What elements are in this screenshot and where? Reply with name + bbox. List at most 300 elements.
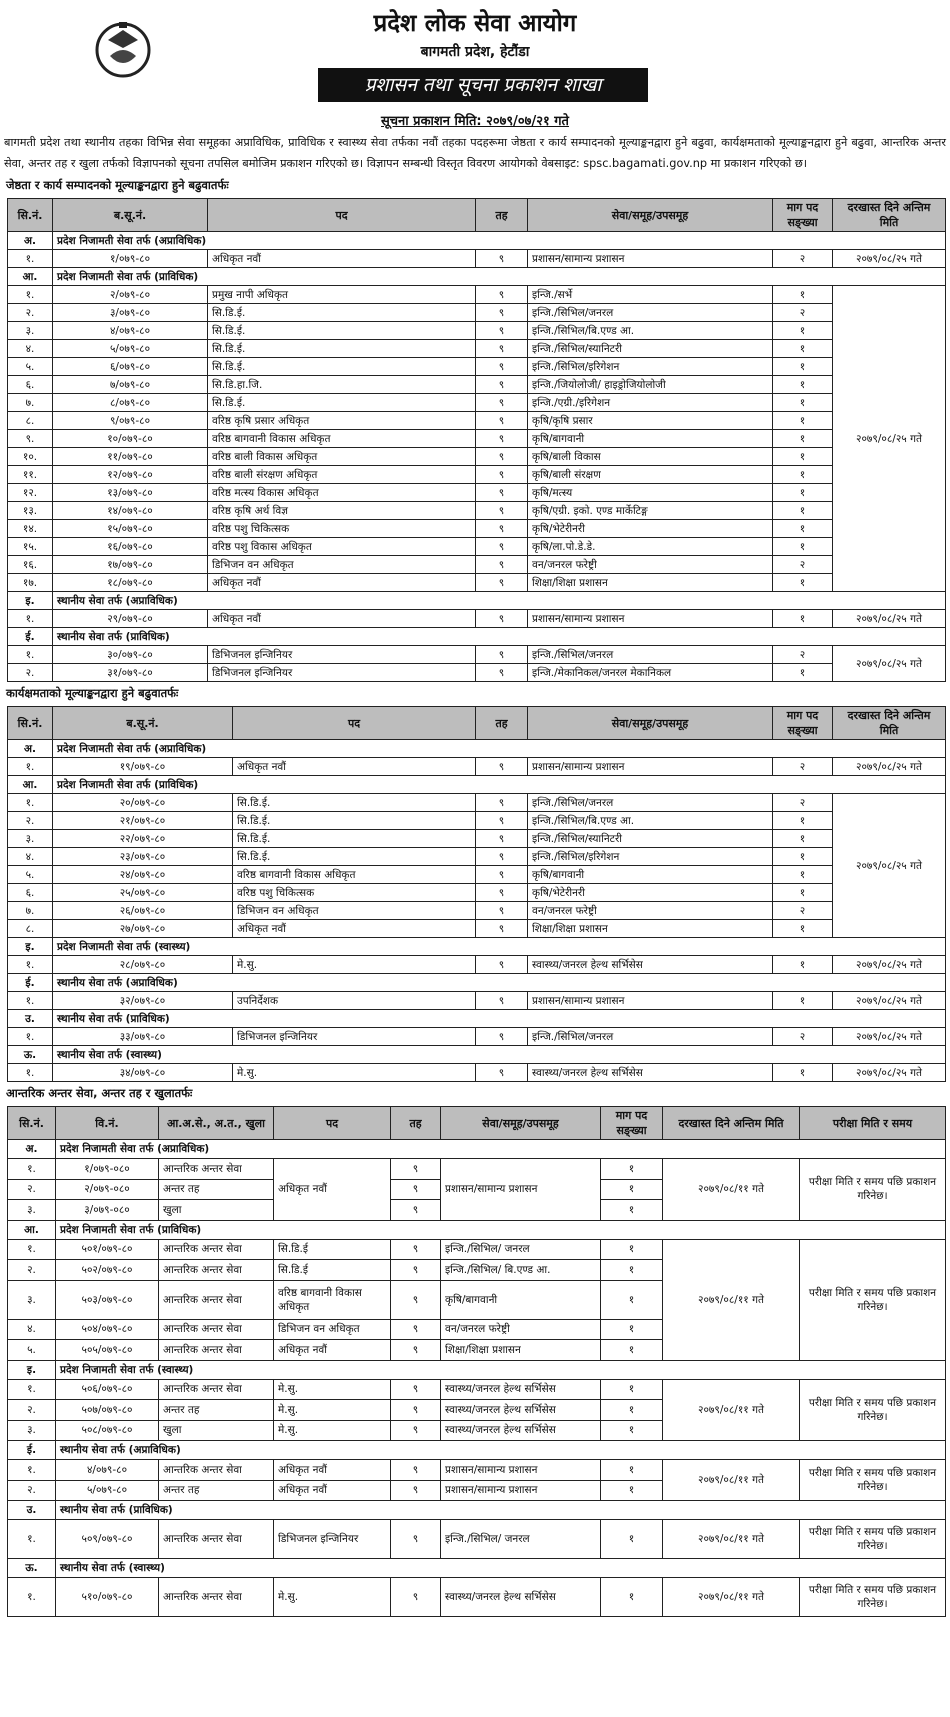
section-code: अ. <box>8 232 53 250</box>
cell: सि.डि.ई. <box>208 304 476 322</box>
cell: १४/०७९-८० <box>53 502 208 520</box>
section-code: अ. <box>8 1140 56 1159</box>
table-row <box>8 466 946 484</box>
cell: सि.डि.हा.जि. <box>208 376 476 394</box>
cell: ९ <box>476 340 528 358</box>
cell: ५. <box>8 358 53 376</box>
cell: कृषि/मत्स्य <box>528 484 773 502</box>
section-code: उ. <box>8 1010 53 1028</box>
cell: शिक्षा/शिक्षा प्रशासन <box>528 574 773 592</box>
cell: वरिष्ठ पशु चिकित्सक <box>233 884 476 902</box>
deadline-cell: २०७९/०८/११ गते <box>663 1159 800 1221</box>
table-row <box>8 956 946 974</box>
section-code: आ. <box>8 1220 56 1239</box>
cell: प्रशासन/सामान्य प्रशासन <box>528 610 773 628</box>
cell: २ <box>773 1028 833 1046</box>
cell: ३. <box>8 322 53 340</box>
section-title: स्थानीय सेवा तर्फ (अप्राविधिक) <box>53 974 946 992</box>
table-row <box>8 1460 946 1481</box>
cell: प्रशासन/सामान्य प्रशासन <box>528 992 773 1010</box>
cell: आन्तरिक अन्तर सेवा <box>159 1319 274 1340</box>
cell: ९ <box>476 884 528 902</box>
cell: वरिष्ठ बागवानी विकास अधिकृत <box>208 430 476 448</box>
cell: कृषि/भेटेरीनरी <box>528 884 773 902</box>
cell: ९ <box>476 538 528 556</box>
cell: सि.डि.ई. <box>208 358 476 376</box>
cell: खुला <box>159 1420 274 1441</box>
cell: २ <box>773 758 833 776</box>
section-title: प्रदेश निजामती सेवा तर्फ (स्वास्थ्य) <box>53 938 946 956</box>
cell: ३. <box>8 1420 56 1441</box>
table-row <box>8 340 946 358</box>
table-row <box>8 430 946 448</box>
cell: १. <box>8 610 53 628</box>
cell: अधिकृत नवौं <box>208 610 476 628</box>
cell: २०/०७९-८० <box>53 794 233 812</box>
cell: खुला <box>159 1200 274 1221</box>
cell: १ <box>773 520 833 538</box>
cell: १५/०७९-८० <box>53 520 208 538</box>
cell: ९ <box>391 1319 441 1340</box>
section-title: स्थानीय सेवा तर्फ (अप्राविधिक) <box>56 1441 946 1460</box>
cell: १. <box>8 1159 56 1180</box>
cell: ९ <box>391 1179 441 1200</box>
cell: ९ <box>391 1260 441 1281</box>
table-row <box>8 902 946 920</box>
cell: १. <box>8 1064 53 1082</box>
cell: आन्तरिक अन्तर सेवा <box>159 1379 274 1400</box>
table-row <box>8 1028 946 1046</box>
table-row <box>8 812 946 830</box>
column-header: सि.नं. <box>8 199 53 232</box>
cell: २. <box>8 664 53 682</box>
cell: २७/०७९-८० <box>53 920 233 938</box>
cell: १ <box>601 1379 663 1400</box>
cell: १. <box>8 1578 56 1617</box>
cell: वरिष्ठ बागवानी विकास अधिकृत <box>274 1280 391 1319</box>
cell: वन/जनरल फरेष्ट्री <box>441 1319 601 1340</box>
cell: १ <box>773 448 833 466</box>
cell: १/०७९-०८० <box>56 1159 159 1180</box>
table-row <box>8 1064 946 1082</box>
cell: ९ <box>476 848 528 866</box>
cell: डिभिजन वन अधिकृत <box>233 902 476 920</box>
cell: इन्जि./सिभिल/ जनरल <box>441 1239 601 1260</box>
table-row <box>8 250 946 268</box>
table-row <box>8 484 946 502</box>
efficiency-promotion-table <box>7 706 946 1082</box>
cell: १ <box>773 920 833 938</box>
cell: आन्तरिक अन्तर सेवा <box>159 1159 274 1180</box>
cell: ३. <box>8 1280 56 1319</box>
cell: ९ <box>476 866 528 884</box>
deadline-cell: २०७९/०८/११ गते <box>663 1239 800 1360</box>
cell: २८/०७९-८० <box>53 956 233 974</box>
cell: आन्तरिक अन्तर सेवा <box>159 1578 274 1617</box>
column-header: पद <box>233 707 476 740</box>
section-code: आ. <box>8 776 53 794</box>
table-row <box>8 646 946 664</box>
cell: इन्जि./सिभिल/जनरल <box>528 1028 773 1046</box>
cell: मे.सु. <box>274 1379 391 1400</box>
table-row <box>8 538 946 556</box>
cell: ६/०७९-८० <box>53 358 208 376</box>
cell: कृषि/बागवानी <box>441 1280 601 1319</box>
cell: १ <box>773 538 833 556</box>
cell: ३१/०७९-८० <box>53 664 208 682</box>
cell: १९/०७९-८० <box>53 758 233 776</box>
cell: स्वास्थ्य/जनरल हेल्थ सर्भिसेस <box>528 956 773 974</box>
table-section-2 <box>0 682 950 1082</box>
cell: ४. <box>8 1319 56 1340</box>
cell: इन्जि./सिभिल/बि.एण्ड आ. <box>528 322 773 340</box>
cell: इन्जि./सिभिल/स्यानिटरी <box>528 340 773 358</box>
cell: ५०७/०७९-८० <box>56 1400 159 1421</box>
exam-date-cell: परीक्षा मिति र समय पछि प्रकाशन गरिनेछ। <box>800 1578 946 1617</box>
cell: प्रशासन/सामान्य प्रशासन <box>441 1460 601 1481</box>
cell: इन्जि./सिभिल/जनरल <box>528 794 773 812</box>
cell: अधिकृत नवौं <box>208 250 476 268</box>
section-title: स्थानीय सेवा तर्फ (प्राविधिक) <box>53 628 946 646</box>
table-row <box>8 376 946 394</box>
cell: स्वास्थ्य/जनरल हेल्थ सर्भिसेस <box>441 1400 601 1421</box>
cell: १ <box>601 1400 663 1421</box>
cell: मे.सु. <box>233 956 476 974</box>
section-code: ई. <box>8 1441 56 1460</box>
cell: ९ <box>476 520 528 538</box>
cell: १ <box>601 1239 663 1260</box>
letterhead <box>0 0 950 112</box>
cell: वन/जनरल फरेष्ट्री <box>528 556 773 574</box>
cell: अन्तर तह <box>159 1400 274 1421</box>
cell: सि.डि.ई <box>274 1260 391 1281</box>
cell: २. <box>8 304 53 322</box>
section-code: इ. <box>8 938 53 956</box>
table-row <box>8 412 946 430</box>
section-title: प्रदेश निजामती सेवा तर्फ (प्राविधिक) <box>53 268 946 286</box>
table-row <box>8 794 946 812</box>
table-row <box>8 1159 946 1180</box>
cell: १७/०७९-८० <box>53 556 208 574</box>
cell: १ <box>773 866 833 884</box>
cell: ८. <box>8 920 53 938</box>
cell: ३०/०७९-८० <box>53 646 208 664</box>
exam-date-cell: परीक्षा मिति र समय पछि प्रकाशन गरिनेछ। <box>800 1239 946 1360</box>
cell: ९ <box>476 502 528 520</box>
table-row <box>8 610 946 628</box>
cell: ९ <box>476 920 528 938</box>
cell: २ <box>773 902 833 920</box>
cell: अधिकृत नवौं <box>274 1340 391 1361</box>
cell: २ <box>773 794 833 812</box>
section-code: आ. <box>8 268 53 286</box>
table-caption: आन्तरिक अन्तर सेवा, अन्तर तह र खुलातर्फः <box>6 1086 193 1100</box>
intro-paragraph: बागमती प्रदेश तथा स्थानीय तहका विभिन्न सेवा समूहका अप्राविधिक, प्राविधिक र स्वास्थ्य सेवा तर्फका नवौं तहका पदहरूमा जेष्ठता र कार्य सम्पादनको मूल्याङ्कनद्वारा हुने बढुवा, कार्यक्षमताको मूल्याङ्कनद्वारा हुने बढुवा, आन्तरिक अन्तर सेवा, अन्तर तह र खुला तर्फको विज्ञापनको सूचना तपसिल बमोजिम प्रकाशन गरिएको छ। विज्ञापन सम्बन्धी विस्तृत विवरण आयोगको वेबसाइट: spsc.bagamati.gov.np मा प्रकाशन गरिएको छ। <box>4 136 946 170</box>
cell: ९ <box>476 376 528 394</box>
cell: ९ <box>391 1379 441 1400</box>
cell: इन्जि./सिभिल/ बि.एण्ड आ. <box>441 1260 601 1281</box>
cell: ४. <box>8 848 53 866</box>
seniority-promotion-table <box>7 198 946 682</box>
cell: १ <box>601 1280 663 1319</box>
cell: १. <box>8 1460 56 1481</box>
cell: २/०७९-०८० <box>56 1179 159 1200</box>
cell: ९ <box>391 1200 441 1221</box>
cell: ९ <box>391 1578 441 1617</box>
cell: ९ <box>476 1064 528 1082</box>
cell: ९ <box>476 610 528 628</box>
deadline-cell: २०७९/०८/११ गते <box>663 1460 800 1501</box>
table-row <box>8 322 946 340</box>
cell: ९ <box>391 1159 441 1180</box>
cell: ९ <box>391 1520 441 1559</box>
cell: १ <box>773 574 833 592</box>
cell: ९ <box>391 1239 441 1260</box>
column-header: तह <box>476 199 528 232</box>
cell: ६. <box>8 376 53 394</box>
cell: इन्जि./सिभिल/इरिगेशन <box>528 848 773 866</box>
cell: ९ <box>476 394 528 412</box>
cell: २९/०७९-८० <box>53 610 208 628</box>
column-header: पद <box>274 1107 391 1140</box>
cell: प्रमुख नापी अधिकृत <box>208 286 476 304</box>
column-header: आ.अ.से., अ.त., खुला <box>159 1107 274 1140</box>
cell: ४/०७९-८० <box>53 322 208 340</box>
cell: १ <box>773 664 833 682</box>
cell: १ <box>601 1578 663 1617</box>
cell: मे.सु. <box>274 1578 391 1617</box>
cell: आन्तरिक अन्तर सेवा <box>159 1520 274 1559</box>
column-header: सेवा/समूह/उपसमूह <box>528 707 773 740</box>
cell: २ <box>773 646 833 664</box>
table-row <box>8 1239 946 1260</box>
cell: ९ <box>476 250 528 268</box>
table-caption: जेष्ठता र कार्य सम्पादनको मूल्याङ्कनद्वारा हुने बढुवातर्फः <box>6 178 229 192</box>
section-row <box>8 938 946 956</box>
column-header: माग पद सङ्ख्या <box>773 707 833 740</box>
cell: १. <box>8 646 53 664</box>
cell: १. <box>8 794 53 812</box>
section-row <box>8 268 946 286</box>
table-row <box>8 848 946 866</box>
cell: १. <box>8 250 53 268</box>
table-row <box>8 830 946 848</box>
cell: १. <box>8 1239 56 1260</box>
cell: इन्जि./जियोलोजी/ हाइड्रोजियोलोजी <box>528 376 773 394</box>
cell: सि.डि.ई. <box>233 812 476 830</box>
cell: १ <box>773 394 833 412</box>
cell: ३. <box>8 830 53 848</box>
table-row <box>8 502 946 520</box>
cell: १ <box>773 322 833 340</box>
cell: वरिष्ठ मत्स्य विकास अधिकृत <box>208 484 476 502</box>
cell: आन्तरिक अन्तर सेवा <box>159 1280 274 1319</box>
cell: १४. <box>8 520 53 538</box>
cell: ९ <box>476 830 528 848</box>
cell: इन्जि./एग्री./इरिगेशन <box>528 394 773 412</box>
cell: मे.सु. <box>274 1420 391 1441</box>
cell: कृषि/एग्री. इको. एण्ड मार्केटिङ्ग <box>528 502 773 520</box>
cell: स्वास्थ्य/जनरल हेल्थ सर्भिसेस <box>528 1064 773 1082</box>
cell: वरिष्ठ बाली संरक्षण अधिकृत <box>208 466 476 484</box>
section-code: ऊ. <box>8 1046 53 1064</box>
section-title: प्रदेश निजामती सेवा तर्फ (स्वास्थ्य) <box>56 1360 946 1379</box>
cell: १ <box>601 1520 663 1559</box>
cell: २. <box>8 812 53 830</box>
cell: ९ <box>476 322 528 340</box>
section-title: प्रदेश निजामती सेवा तर्फ (प्राविधिक) <box>53 776 946 794</box>
cell: डिभिजन वन अधिकृत <box>274 1319 391 1340</box>
cell: अन्तर तह <box>159 1480 274 1501</box>
cell: डिभिजनल इन्जिनियर <box>208 664 476 682</box>
cell: कृषि/भेटेरीनरी <box>528 520 773 538</box>
table-row <box>8 556 946 574</box>
publication-date: सूचना प्रकाशन मिति: २०७९/०७/२१ गते <box>381 114 569 129</box>
cell: ११. <box>8 466 53 484</box>
column-header: दरखास्त दिने अन्तिम मिति <box>833 199 946 232</box>
cell: मे.सु. <box>233 1064 476 1082</box>
cell: १ <box>773 884 833 902</box>
exam-date-cell: परीक्षा मिति र समय पछि प्रकाशन गरिनेछ। <box>800 1379 946 1441</box>
cell: ९ <box>391 1480 441 1501</box>
column-header: तह <box>391 1107 441 1140</box>
cell: अधिकृत नवौं <box>274 1159 391 1221</box>
column-header: सि.नं. <box>8 1107 56 1140</box>
cell: १ <box>601 1319 663 1340</box>
section-row <box>8 974 946 992</box>
cell: २३/०७९-८० <box>53 848 233 866</box>
cell: वरिष्ठ कृषि प्रसार अधिकृत <box>208 412 476 430</box>
cell: ९ <box>476 358 528 376</box>
cell: १२. <box>8 484 53 502</box>
cell: ९ <box>476 574 528 592</box>
cell: ११/०७९-८० <box>53 448 208 466</box>
cell: मे.सु. <box>274 1400 391 1421</box>
column-header: सेवा/समूह/उपसमूह <box>441 1107 601 1140</box>
deadline-cell: २०७९/०८/२५ गते <box>833 794 946 938</box>
cell: ७/०७९-८० <box>53 376 208 394</box>
table-row <box>8 574 946 592</box>
column-header: तह <box>476 707 528 740</box>
cell: ९ <box>391 1400 441 1421</box>
cell: शिक्षा/शिक्षा प्रशासन <box>528 920 773 938</box>
cell: सि.डि.ई. <box>208 340 476 358</box>
cell: १ <box>773 412 833 430</box>
cell: १ <box>773 610 833 628</box>
section-row <box>8 1010 946 1028</box>
cell: ९ <box>476 430 528 448</box>
cell: २ <box>773 304 833 322</box>
cell: ३/०७९-८० <box>53 304 208 322</box>
deadline-cell: २०७९/०८/२५ गते <box>833 286 946 592</box>
cell: ९ <box>476 556 528 574</box>
cell: १ <box>773 812 833 830</box>
section-row <box>8 1441 946 1460</box>
column-header: सि.नं. <box>8 707 53 740</box>
cell: शिक्षा/शिक्षा प्रशासन <box>441 1340 601 1361</box>
cell: १६/०७९-८० <box>53 538 208 556</box>
cell: ८. <box>8 412 53 430</box>
column-header: पद <box>208 199 476 232</box>
cell: स्वास्थ्य/जनरल हेल्थ सर्भिसेस <box>441 1379 601 1400</box>
table-row <box>8 1578 946 1617</box>
branch-banner: प्रशासन तथा सूचना प्रकाशन शाखा <box>318 68 648 102</box>
header-row <box>8 199 946 232</box>
cell: कृषि/बाली संरक्षण <box>528 466 773 484</box>
table-row <box>8 920 946 938</box>
table-section-3 <box>0 1082 950 1617</box>
deadline-cell: २०७९/०८/२५ गते <box>833 610 946 628</box>
cell: कृषि/बागवानी <box>528 430 773 448</box>
cell: २. <box>8 1400 56 1421</box>
cell: १ <box>601 1179 663 1200</box>
cell: ९ <box>476 646 528 664</box>
cell: वरिष्ठ बाली विकास अधिकृत <box>208 448 476 466</box>
deadline-cell: २०७९/०८/२५ गते <box>833 992 946 1010</box>
cell: ४. <box>8 340 53 358</box>
cell: १ <box>773 484 833 502</box>
cell: डिभिजन वन अधिकृत <box>208 556 476 574</box>
cell: २५/०७९-८० <box>53 884 233 902</box>
section-title: प्रदेश निजामती सेवा तर्फ (प्राविधिक) <box>56 1220 946 1239</box>
cell: १ <box>601 1480 663 1501</box>
cell: ७. <box>8 902 53 920</box>
cell: १ <box>773 956 833 974</box>
cell: प्रशासन/सामान्य प्रशासन <box>528 758 773 776</box>
cell: डिभिजनल इन्जिनियर <box>233 1028 476 1046</box>
column-header: सेवा/समूह/उपसमूह <box>528 199 773 232</box>
cell: २/०७९-८० <box>53 286 208 304</box>
table-row <box>8 758 946 776</box>
cell: सि.डि.ई. <box>233 830 476 848</box>
cell: ५०९/०७९-८० <box>56 1520 159 1559</box>
section-row <box>8 1046 946 1064</box>
cell: १५. <box>8 538 53 556</box>
cell: १ <box>773 340 833 358</box>
table-row <box>8 1520 946 1559</box>
section-code: ऊ. <box>8 1559 56 1578</box>
cell: ९ <box>476 812 528 830</box>
cell: १. <box>8 286 53 304</box>
table-row <box>8 866 946 884</box>
section-row <box>8 1559 946 1578</box>
header-row <box>8 1107 946 1140</box>
cell: १. <box>8 992 53 1010</box>
cell: ९ <box>391 1460 441 1481</box>
deadline-cell: २०७९/०८/२५ गते <box>833 1028 946 1046</box>
cell: ९ <box>476 484 528 502</box>
cell: ९ <box>476 758 528 776</box>
table-row <box>8 448 946 466</box>
cell: ५०५/०७९-८० <box>56 1340 159 1361</box>
cell: १ <box>773 1064 833 1082</box>
column-header: माग पद सङ्ख्या <box>601 1107 663 1140</box>
table-row <box>8 992 946 1010</box>
cell: ३. <box>8 1200 56 1221</box>
table-row <box>8 884 946 902</box>
cell: २. <box>8 1480 56 1501</box>
cell: १३. <box>8 502 53 520</box>
cell: ५. <box>8 866 53 884</box>
cell: १. <box>8 1379 56 1400</box>
deadline-cell: २०७९/०८/२५ गते <box>833 646 946 682</box>
cell: स्वास्थ्य/जनरल हेल्थ सर्भिसेस <box>441 1420 601 1441</box>
column-header: वि.नं. <box>56 1107 159 1140</box>
section-row <box>8 740 946 758</box>
cell: १३/०७९-८० <box>53 484 208 502</box>
section-row <box>8 232 946 250</box>
cell: १ <box>773 830 833 848</box>
